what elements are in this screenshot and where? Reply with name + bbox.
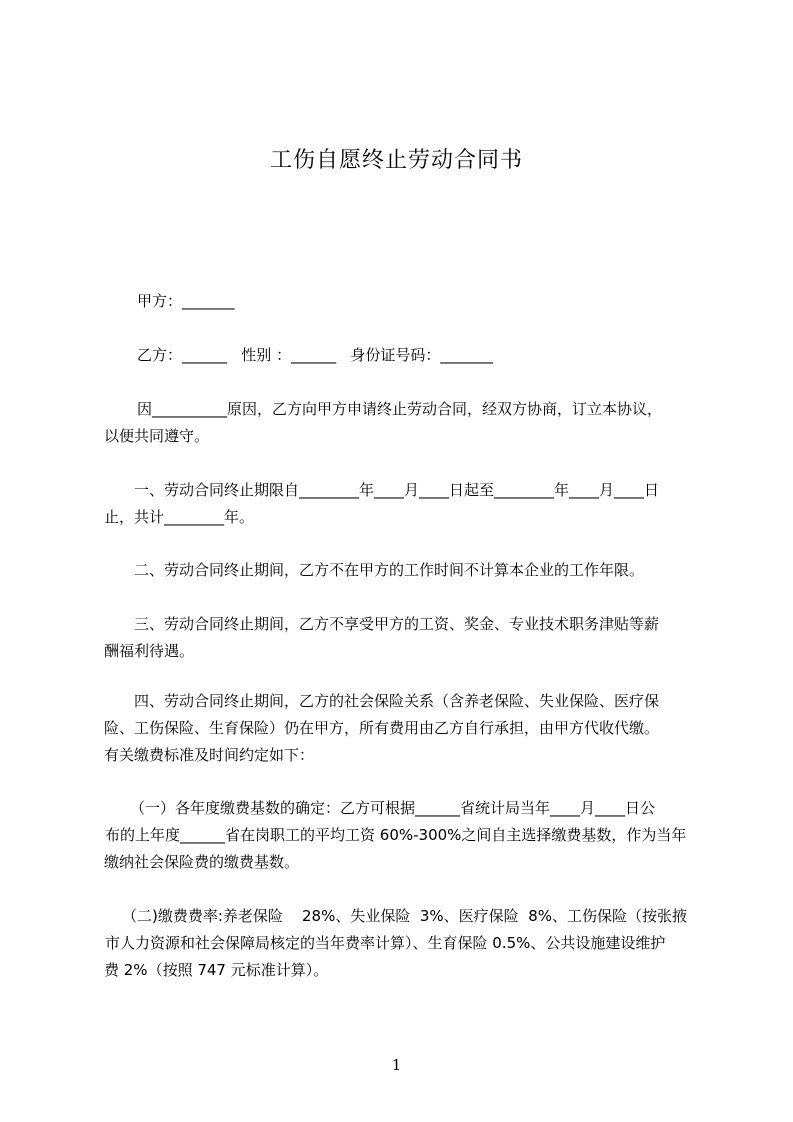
sub1-line-1: （一）各年度缴费基数的确定：乙方可根据______省统计局当年____月____日公 [130, 799, 656, 817]
party-a-line: 甲方：_______ [137, 292, 235, 310]
clause1-line-1: 一、劳动合同终止期限自________年____月____日起至________年____月____日 [134, 481, 660, 499]
sub1-line-3: 缴纳社会保险费的缴费基数。 [104, 853, 300, 871]
sub2-line-1: （二)缴费费率:养老保险 28%、失业保险 3%、医疗保险 8%、工伤保险（按张掖 [122, 907, 687, 925]
clause2-line-1: 二、劳动合同终止期间，乙方不在甲方的工作时间不计算本企业的工作年限。 [134, 561, 645, 579]
document-title: 工伤自愿终止劳动合同书 [269, 148, 523, 173]
sub2-line-3: 费 2%（按照 747 元标准计算）。 [104, 961, 329, 979]
party-b-line: 乙方：______ 性别 ：______ 身份证号码：_______ [137, 346, 493, 364]
clause4-line-1: 四、劳动合同终止期间，乙方的社会保险关系（含养老保险、失业保险、医疗保 [134, 692, 660, 710]
clause4-line-3: 有关缴费标准及时间约定如下： [104, 746, 315, 764]
clause1-line-2: 止，共计________年。 [104, 508, 255, 526]
page-number: 1 [391, 1056, 402, 1074]
clause3-line-1: 三、劳动合同终止期间，乙方不享受甲方的工资、奖金、专业技术职务津贴等薪 [134, 615, 660, 633]
intro-line-2: 以便共同遵守。 [104, 427, 210, 445]
sub2-line-2: 市人力资源和社会保障局核定的当年费率计算）、生育保险 0.5%、公共设施建设维护 [105, 934, 666, 952]
clause4-line-2: 险、工伤保险、生育保险）仍在甲方，所有费用由乙方自行承担，由甲方代收代缴。 [104, 719, 660, 737]
intro-line-1: 因__________原因，乙方向甲方申请终止劳动合同，经双方协商，订立本协议， [137, 400, 663, 418]
sub1-line-2: 布的上年度______省在岗职工的平均工资 60%-300%之间自主选择缴费基数，作为当年 [105, 826, 687, 844]
clause3-line-2: 酬福利待遇。 [104, 642, 195, 660]
